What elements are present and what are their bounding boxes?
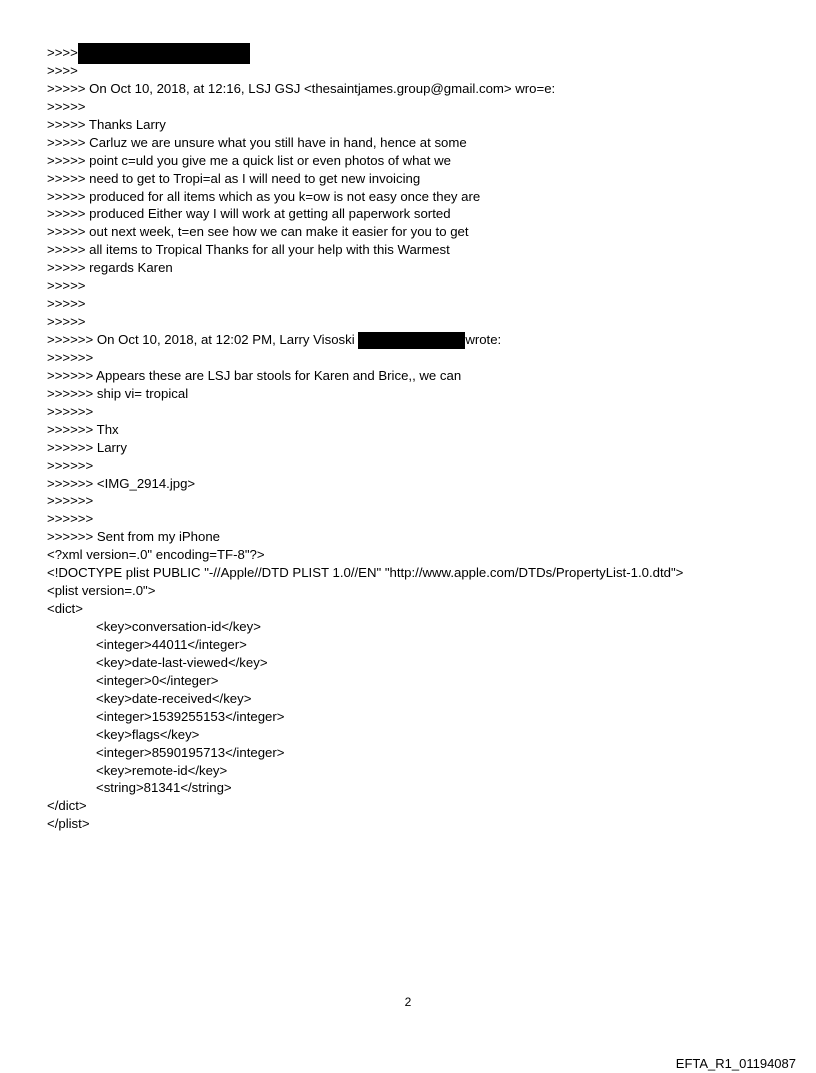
line-text-after: wrote: [465, 332, 502, 347]
line-text-before: >>>>>> On Oct 10, 2018, at 12:02 PM, Larry Visoski [47, 332, 359, 347]
text-line: </plist> [47, 816, 90, 832]
text-line: <integer>8590195713</integer> [96, 744, 285, 760]
redaction-box [358, 332, 465, 349]
text-line: <key>date-received</key> [96, 690, 252, 706]
text-line: >>>>> [47, 98, 86, 114]
text-line: >>>>> produced Either way I will work at getting all paperwork sorted [47, 206, 451, 222]
text-line: >>>>>> Appears these are LSJ bar stools for Karen and Brice,, we can [47, 367, 462, 383]
line-text-before: >>>> [47, 45, 78, 60]
text-line: >>>>>> Larry [47, 439, 127, 455]
page-number: 2 [404, 995, 412, 1009]
text-line: >>>>> [47, 296, 86, 312]
text-line: >>>>> [47, 314, 86, 330]
text-line: >>>>>> <IMG_2914.jpg> [47, 475, 196, 491]
text-line: <plist version=.0"> [47, 583, 156, 599]
text-line [47, 44, 787, 62]
text-line: <key>date-last-viewed</key> [96, 654, 268, 670]
text-line: >>>>>> [47, 457, 94, 473]
text-line: <dict> [47, 601, 83, 617]
text-line: >>>>> point c=uld you give me a quick list or even photos of what we [47, 152, 451, 168]
document-id: EFTA_R1_01194087 [675, 1056, 796, 1071]
text-line: <string>81341</string> [96, 780, 232, 796]
text-line: >>>>> need to get to Tropi=al as I will need to get new invoicing [47, 170, 421, 186]
text-line: >>>>> produced for all items which as you k=ow is not easy once they are [47, 188, 481, 204]
email-body [47, 44, 787, 833]
text-line: <integer>1539255153</integer> [96, 708, 285, 724]
text-line: >>>>> regards Karen [47, 260, 173, 276]
text-line: <integer>44011</integer> [96, 636, 247, 652]
text-line: >>>>>> [47, 349, 94, 365]
text-line: >>>>>> ship vi= tropical [47, 385, 189, 401]
text-line: >>>>>> Thx [47, 421, 119, 437]
text-line: <!DOCTYPE plist PUBLIC "-//Apple//DTD PLIST 1.0//EN" "http://www.apple.com/DTDs/PropertyList-1.0.dtd"> [47, 565, 684, 581]
text-line: >>>>>> [47, 511, 94, 527]
text-line: >>>>> out next week, t=en see how we can make it easier for you to get [47, 224, 469, 240]
text-line: <key>conversation-id</key> [96, 619, 261, 634]
redaction-box [78, 43, 250, 64]
text-line: >>>>>> [47, 493, 94, 509]
text-line: >>>>> Carluz we are unsure what you still have in hand, hence at some [47, 134, 467, 150]
text-line: >>>>> Thanks Larry [47, 116, 166, 132]
text-line: <integer>0</integer> [96, 672, 219, 688]
text-line: <key>remote-id</key> [96, 762, 228, 778]
text-line: >>>>>> [47, 403, 94, 419]
text-line: </dict> [47, 798, 87, 814]
text-line: >>>>> On Oct 10, 2018, at 12:16, LSJ GSJ <thesaintjames.group@gmail.com> wro=e: [47, 80, 556, 96]
text-line: >>>>> [47, 278, 86, 294]
text-line: >>>>> all items to Tropical Thanks for all your help with this Warmest [47, 242, 450, 258]
text-line: <key>flags</key> [96, 726, 200, 742]
text-line: >>>> [47, 62, 78, 78]
text-line: >>>>>> Sent from my iPhone [47, 529, 221, 545]
text-line [47, 331, 787, 349]
text-line: <?xml version=.0" encoding=TF-8"?> [47, 547, 265, 563]
